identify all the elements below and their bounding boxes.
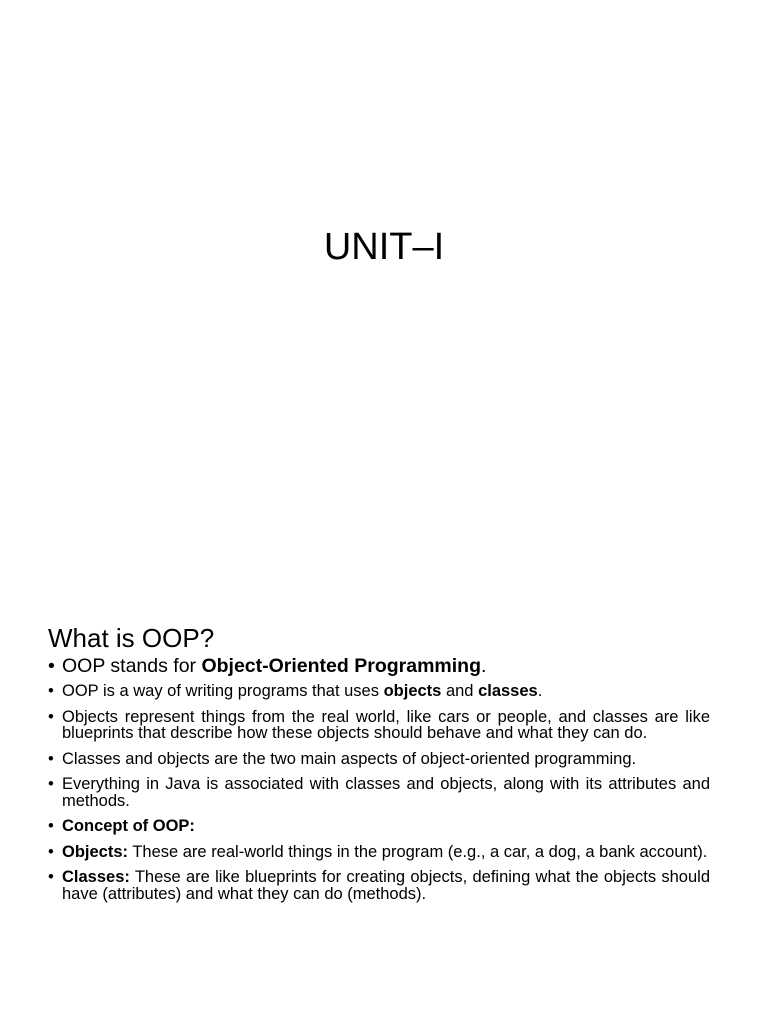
bullet-dot: • — [48, 817, 54, 835]
bullet-text: OOP stands for — [62, 655, 202, 677]
bullet-dot: • — [48, 775, 54, 793]
bullet-oop-stands-for — [48, 656, 710, 676]
unit-title: UNIT–I — [323, 226, 445, 268]
bullet-dot: • — [48, 749, 54, 768]
bullet-list — [48, 656, 710, 911]
bullet-text: . — [481, 655, 487, 677]
bullet-oop-way-of-writing — [48, 683, 710, 700]
oop-slide — [0, 600, 768, 1024]
bullet-text: . — [537, 682, 543, 700]
bullet-text: and — [441, 682, 479, 700]
bullet-dot: • — [48, 842, 54, 861]
bullet-dot: • — [48, 868, 54, 886]
bullet-bold-text: classes — [478, 682, 538, 700]
bullet-text: OOP is a way of writing programs that uses — [62, 682, 384, 700]
bullet-bold-text: Object-Oriented Programming — [201, 655, 481, 677]
bullet-dot: • — [48, 682, 54, 700]
bullet-bold-text: Concept of OOP: — [62, 817, 195, 835]
bullet-text: Classes and objects are the two main aspects of object-oriented programming. — [62, 749, 637, 768]
bullet-bold-text: Classes: — [62, 868, 130, 886]
bullet-dot: • — [48, 655, 55, 677]
bullet-text: These are like blueprints for creating objects, defining what the objects should have (attributes) and what they can do (methods). — [62, 868, 710, 903]
bullet-text: Objects represent things from the real world, like cars or people, and classes are like blueprints that describe how these objects should behave and what they can do. — [62, 707, 710, 742]
bullet-classes-definition — [48, 869, 710, 902]
bullet-dot: • — [48, 707, 54, 726]
bullet-classes-and-objects — [48, 751, 710, 768]
bullet-text: Everything in Java is associated with classes and objects, along with its attributes and methods. — [62, 775, 710, 810]
bullet-bold-text: objects — [383, 682, 442, 700]
bullet-objects-represent — [48, 709, 710, 742]
bullet-objects-definition — [48, 844, 710, 861]
bullet-text: These are real-world things in the program (e.g., a car, a dog, a bank account). — [128, 842, 708, 861]
bullet-bold-text: Objects: — [62, 842, 129, 861]
bullet-everything-in-java — [48, 776, 710, 809]
slide-heading: What is OOP? — [48, 623, 215, 653]
bullet-concept-of-oop — [48, 818, 710, 835]
